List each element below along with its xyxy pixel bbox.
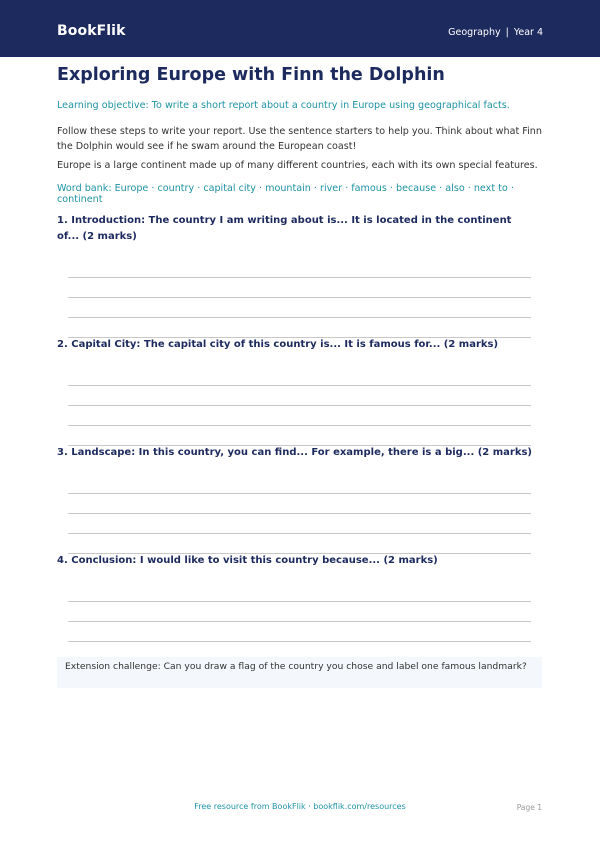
question-introduction: 1. Introduction: The country I am writing about is... It is located in the continent of... (2 marks) bbox=[57, 215, 512, 242]
answer-line[interactable] bbox=[68, 317, 531, 318]
subject-label: Geography bbox=[448, 27, 501, 38]
question-capital-city: 2. Capital City: The capital city of this country is... It is famous for... (2 marks) bbox=[57, 339, 499, 350]
year-label: Year 4 bbox=[513, 27, 543, 38]
word-bank: Word bank: Europe · country · capital city · mountain · river · famous · because · also · next to · continent bbox=[57, 183, 514, 205]
answer-line[interactable] bbox=[68, 601, 531, 602]
answer-line[interactable] bbox=[68, 297, 531, 298]
footer-credit[interactable]: Free resource from BookFlik · bookflik.com/resources bbox=[194, 802, 406, 811]
question-conclusion: 4. Conclusion: I would like to visit this country because... (2 marks) bbox=[57, 555, 438, 566]
answer-line[interactable] bbox=[68, 385, 531, 386]
answer-line[interactable] bbox=[68, 277, 531, 278]
answer-line[interactable] bbox=[68, 513, 531, 514]
answer-line[interactable] bbox=[68, 641, 531, 642]
extension-challenge-box bbox=[57, 657, 542, 688]
brand-logo-text: BookFlik bbox=[57, 23, 126, 39]
page-title: Exploring Europe with Finn the Dolphin bbox=[57, 65, 445, 85]
answer-line[interactable] bbox=[68, 621, 531, 622]
context-paragraph: Europe is a large continent made up of many different countries, each with its own special features. bbox=[57, 160, 538, 171]
subject-year bbox=[448, 27, 543, 38]
answer-line[interactable] bbox=[68, 405, 531, 406]
meta-separator: | bbox=[505, 27, 509, 38]
learning-objective: Learning objective: To write a short report about a country in Europe using geographical facts. bbox=[57, 100, 510, 111]
extension-challenge-text: Extension challenge: Can you draw a flag of the country you chose and label one famous landmark? bbox=[65, 661, 527, 672]
answer-line[interactable] bbox=[68, 493, 531, 494]
question-landscape: 3. Landscape: In this country, you can find... For example, there is a big... (2 marks) bbox=[57, 447, 532, 458]
answer-line[interactable] bbox=[68, 533, 531, 534]
page-number: Page 1 bbox=[516, 803, 542, 812]
answer-line[interactable] bbox=[68, 425, 531, 426]
page-header bbox=[0, 0, 600, 57]
instructions-paragraph: Follow these steps to write your report. Use the sentence starters to help you. Think about what Finn the Dolphin would see if he swam around the European coast! bbox=[57, 126, 542, 152]
